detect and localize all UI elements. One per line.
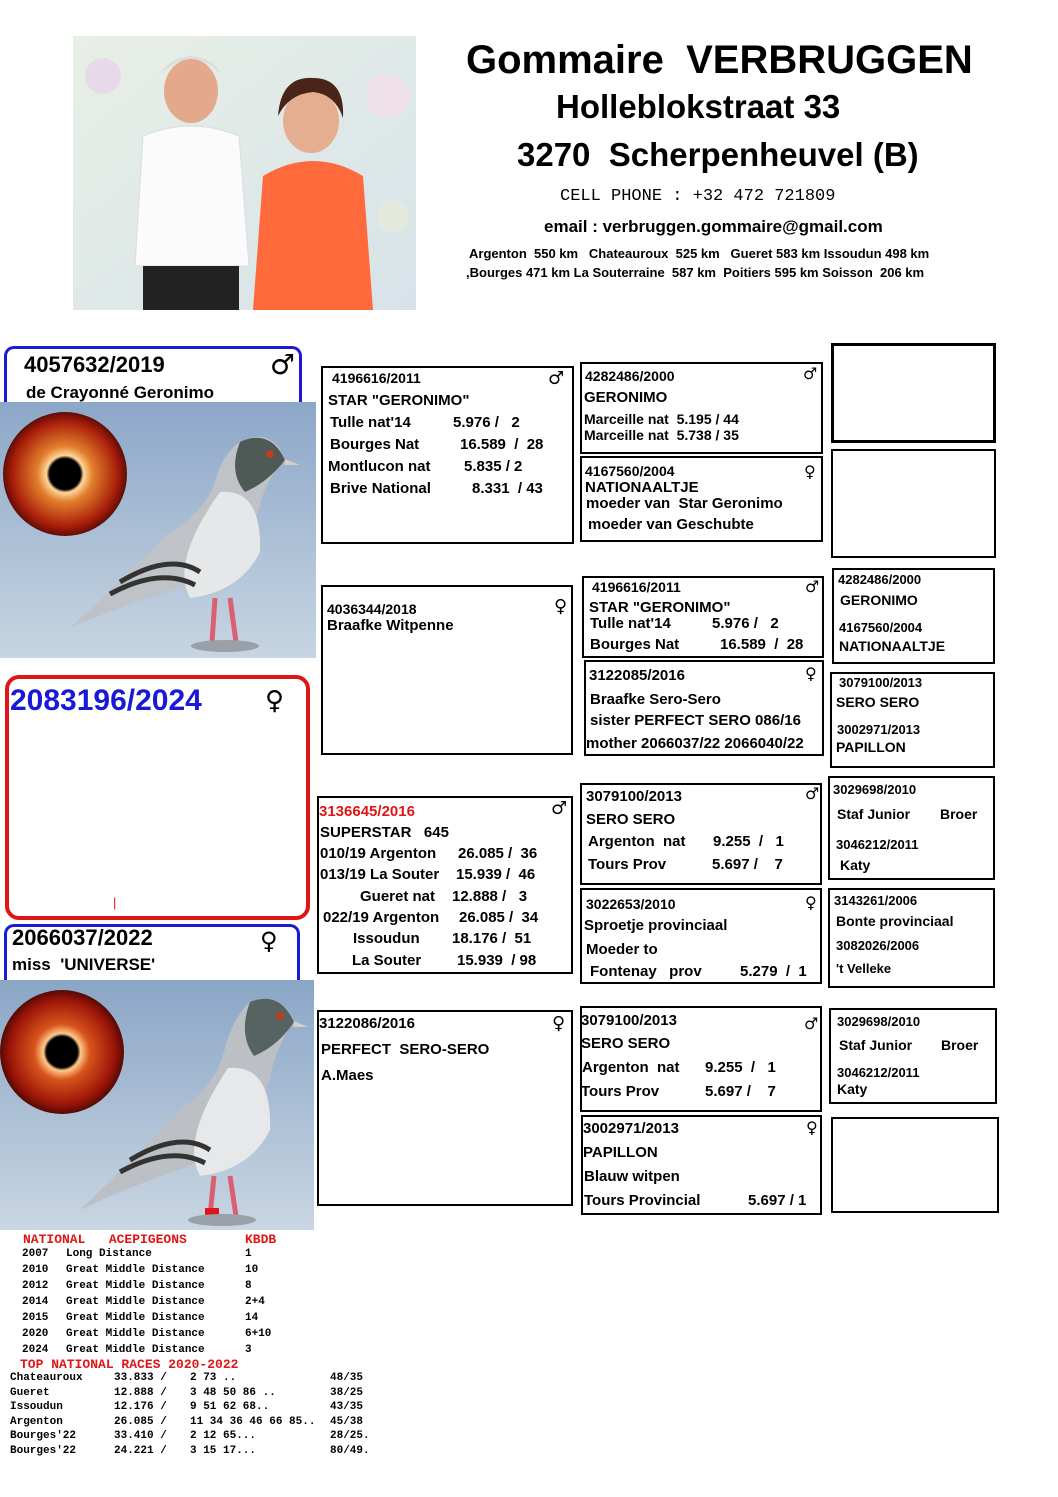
female-icon: ♀ [552,1013,566,1034]
b6-name-1: Bonte provinciaal [836,913,954,929]
male-icon: ♂ [551,798,568,819]
mfm-name: Sproetje provinciaal [584,917,728,934]
top-row-race: Bourges'22 [10,1444,77,1457]
mm-name: PERFECT SERO-SERO [321,1041,490,1058]
fmm-line-1: sister PERFECT SERO 086/16 [590,712,801,729]
top-row-score: 80/49. [330,1444,370,1457]
fm-ring: 4036344/2018 [327,601,417,617]
fm-name: Braafke Witpenne [327,617,454,634]
ace-row-year: 2015 [22,1312,49,1324]
b7-ring-2: 3046212/2011 [837,1065,920,1080]
ace-row-pos: 14 [245,1312,259,1324]
top-row-score: 45/38 [330,1415,364,1428]
breeder-city: 3270 Scherpenheuvel (B) [517,136,919,173]
father-pigeon-photo [0,402,316,658]
b5-name-2: Katy [840,857,871,873]
ace-row-year: 2012 [22,1280,49,1292]
top-races-title: TOP NATIONAL RACES 2020-2022 [20,1357,239,1372]
male-icon: ♂ [803,364,818,383]
mf-result-race-2: Gueret nat [360,888,436,905]
top-row-race: Gueret [10,1386,50,1399]
top-row-places: 9 51 62 68.. [190,1401,270,1413]
top-row-score: 38/25 [330,1386,364,1399]
top-row-places: 2 12 65... [190,1430,257,1442]
ff-result-race-2: Montlucon nat [328,458,431,475]
mmm-ring: 3002971/2013 [583,1120,679,1137]
fmm-line-2: mother 2066037/22 2066040/22 [586,735,804,752]
pedigree-box-gen4-2 [831,449,996,558]
owner-photo [73,36,416,310]
ace-row-cat: Great Middle Distance [66,1344,205,1356]
top-row-places: 3 15 17... [190,1444,257,1457]
mmm-line-1: Blauw witpen [584,1168,680,1185]
top-row-birds: 12.888 / [114,1386,167,1399]
father-name: de Crayonné Geronimo [26,383,214,402]
father-ring: 4057632/2019 [24,352,165,377]
fmm-ring: 3122085/2016 [589,667,685,684]
b6-ring-1: 3143261/2006 [834,893,918,908]
b7-name-1: Staf Junior [839,1037,913,1053]
mmf-ring: 3079100/2013 [581,1012,677,1029]
b3-ring-2: 4167560/2004 [839,620,923,635]
top-row-race: Chateauroux [10,1372,83,1384]
b5-ring-2: 3046212/2011 [836,837,919,852]
ace-row-year: 2020 [22,1328,49,1340]
breeder-street: Holleblokstraat 33 [556,88,841,125]
fmf-race-1: Tulle nat'14 [590,615,671,632]
ace-row-pos: 1 [245,1248,252,1260]
top-row-score: 48/35 [330,1372,364,1384]
mf-result-score-2: 12.888 / 3 [452,888,528,905]
ffm-line-1: moeder van Star Geronimo [586,495,783,512]
mf-result-race-5: La Souter [352,952,422,969]
ff-name: STAR "GERONIMO" [328,392,470,409]
fmf-score-1: 5.976 / 2 [712,615,779,632]
ace-title: NATIONAL ACEPIGEONS [23,1232,187,1247]
mmm-name: PAPILLON [583,1144,658,1161]
ff-result-score-1: 16.589 / 28 [460,436,544,453]
b7-extra-1: Broer [941,1037,979,1053]
mf-name: SUPERSTAR 645 [320,824,449,841]
subject-ring: 2083196/2024 [10,684,202,717]
ace-row-year: 2007 [22,1248,49,1260]
top-row-score: 28/25. [330,1430,370,1442]
ace-row-cat: Great Middle Distance [66,1264,205,1276]
top-row-birds: 26.085 / [114,1415,167,1428]
female-icon: ♀ [805,664,817,683]
male-icon: ♂ [270,348,296,381]
b7-name-2: Katy [837,1081,868,1097]
b3-name-2: NATIONAALTJE [839,638,946,654]
fmf-race-2: Bourges Nat [590,636,680,653]
ff-result-race-1: Bourges Nat [330,436,420,453]
mf-result-score-1: 15.939 / 46 [456,866,536,883]
male-icon: ♂ [804,1014,819,1033]
b7-ring-1: 3029698/2010 [837,1014,921,1029]
b4-ring-2: 3002971/2013 [837,722,921,737]
b4-name-2: PAPILLON [836,739,906,755]
ff-result-race-0: Tulle nat'14 [330,414,411,431]
top-row-birds: 12.176 / [114,1401,167,1413]
mmf-name: SERO SERO [581,1035,671,1052]
ace-row-year: 2024 [22,1344,49,1356]
pedigree-box-mm [317,1010,573,1206]
top-row-race: Issoudun [10,1401,63,1413]
top-row-places: 2 73 .. [190,1372,237,1384]
top-row-places: 3 48 50 86 .. [190,1386,276,1399]
mother-name: miss 'UNIVERSE' [12,955,156,974]
top-row-race: Argenton [10,1415,63,1428]
mf-result-score-5: 15.939 / 98 [457,952,537,969]
ace-row-cat: Great Middle Distance [66,1296,205,1308]
mf-result-score-3: 26.085 / 34 [459,909,539,926]
ff-result-race-3: Brive National [330,480,431,497]
mmm-score: 5.697 / 1 [748,1192,807,1209]
pedigree-box-gen4-1 [831,343,996,443]
mff-score-1: 9.255 / 1 [713,833,784,850]
ff-result-score-0: 5.976 / 2 [453,414,520,431]
b6-name-2: 't Velleke [836,961,892,976]
breeder-phone: CELL PHONE : +32 472 721809 [560,187,836,206]
female-icon: ♀ [265,686,285,716]
b5-name-1: Staf Junior [837,806,911,822]
top-row-race: Bourges'22 [10,1430,77,1442]
ace-row-pos: 2+4 [245,1296,265,1308]
b4-name-1: SERO SERO [836,694,920,710]
mf-result-race-3: 022/19 Argenton [323,909,440,926]
mfm-ring: 3022653/2010 [586,896,676,912]
top-row-places: 11 34 36 46 66 85.. [190,1415,316,1428]
ffm-ring: 4167560/2004 [585,463,675,479]
fmm-name: Braafke Sero-Sero [590,691,721,708]
mmm-race: Tours Provincial [584,1192,701,1209]
mff-score-2: 5.697 / 7 [712,856,783,873]
mff-name: SERO SERO [586,811,676,828]
mf-result-score-0: 26.085 / 36 [458,845,538,862]
mfm-line-1: Moeder to [586,941,658,958]
ff-result-score-2: 5.835 / 2 [464,458,523,475]
distances-line-1: Argenton 550 km Chateauroux 525 km Gueret 583 km Issoudun 498 km [469,246,930,261]
b5-extra-1: Broer [940,806,978,822]
mmf-score-2: 5.697 / 7 [705,1083,776,1100]
mfm-race: Fontenay prov [590,963,702,980]
mmf-race-1: Argenton nat [582,1059,680,1076]
distances-line-2: ,Bourges 471 km La Souterraine 587 km Poitiers 595 km Soisson 206 km [466,265,925,280]
ace-row-year: 2010 [22,1264,49,1276]
ace-row-pos: 10 [245,1264,259,1276]
b3-ring-1: 4282486/2000 [838,572,922,587]
ace-row-pos: 8 [245,1280,252,1292]
ace-row-pos: 3 [245,1344,252,1356]
fff-line-2: Marceille nat 5.738 / 35 [584,427,739,443]
b5-ring-1: 3029698/2010 [833,782,917,797]
ff-result-score-3: 8.331 / 43 [472,480,543,497]
mf-result-race-4: Issoudun [353,930,420,947]
b3-name-1: GERONIMO [840,592,918,608]
male-icon: ♂ [548,368,565,389]
fff-name: GERONIMO [584,389,668,406]
ffm-line-2: moeder van Geschubte [588,516,754,533]
pedigree-box-mf [317,796,573,974]
ace-row-cat: Long Distance [66,1248,152,1260]
mfm-score: 5.279 / 1 [740,963,807,980]
mmf-race-2: Tours Prov [581,1083,660,1100]
fff-ring: 4282486/2000 [585,368,675,384]
mmf-score-1: 9.255 / 1 [705,1059,776,1076]
mff-race-1: Argenton nat [588,833,686,850]
mf-ring: 3136645/2016 [319,803,415,820]
female-icon: ♀ [554,596,568,617]
subject-note: | [113,895,117,910]
female-icon: ♀ [260,927,278,955]
mf-result-race-0: 010/19 Argenton [320,845,437,862]
female-icon: ♀ [805,893,817,912]
ace-title-kbdb: KBDB [245,1232,277,1247]
mf-result-score-4: 18.176 / 51 [452,930,532,947]
fff-line-1: Marceille nat 5.195 / 44 [584,411,739,427]
ace-row-pos: 6+10 [245,1328,272,1340]
b4-ring-1: 3079100/2013 [839,675,923,690]
ace-row-cat: Great Middle Distance [66,1328,205,1340]
fmf-name: STAR "GERONIMO" [589,599,731,616]
mf-result-race-1: 013/19 La Souter [320,866,440,883]
female-icon: ♀ [804,462,816,481]
mff-ring: 3079100/2013 [586,788,682,805]
fmf-score-2: 16.589 / 28 [720,636,804,653]
ace-row-year: 2014 [22,1296,49,1308]
mother-ring: 2066037/2022 [12,925,153,950]
top-row-birds: 33.833 / [114,1372,167,1384]
top-row-score: 43/35 [330,1401,364,1413]
fmf-ring: 4196616/2011 [592,579,681,595]
female-icon: ♀ [806,1118,818,1137]
male-icon: ♂ [805,577,820,596]
breeder-name: Gommaire VERBRUGGEN [466,38,973,82]
male-icon: ♂ [805,784,820,803]
pedigree-box-gen4-8 [831,1117,999,1213]
b6-ring-2: 3082026/2006 [836,938,920,953]
ace-row-cat: Great Middle Distance [66,1280,205,1292]
ffm-name: NATIONAALTJE [585,479,699,496]
ace-row-cat: Great Middle Distance [66,1312,205,1324]
mm-ring: 3122086/2016 [319,1015,415,1032]
top-row-birds: 33.410 / [114,1430,167,1442]
ff-ring: 4196616/2011 [332,370,421,386]
mff-race-2: Tours Prov [588,856,667,873]
top-row-birds: 24.221 / [114,1444,167,1457]
breeder-email: email : verbruggen.gommaire@gmail.com [544,217,883,236]
mother-pigeon-photo [0,980,314,1230]
mm-owner: A.Maes [321,1067,374,1084]
